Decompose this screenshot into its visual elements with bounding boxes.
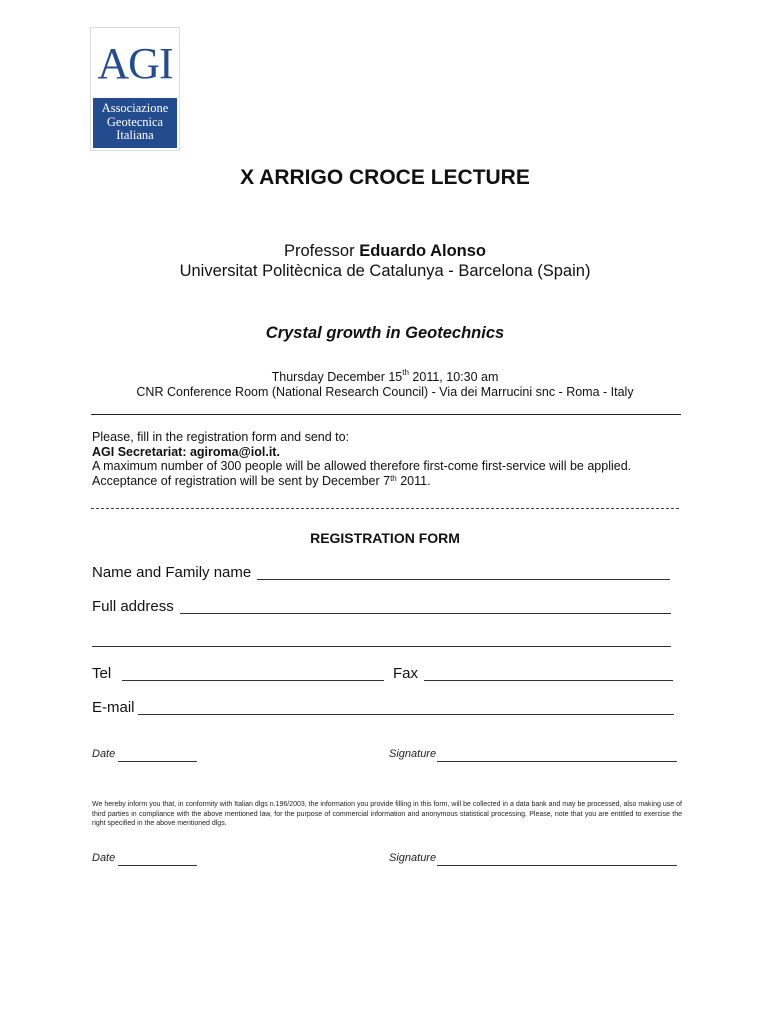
logo-name-box [93, 98, 177, 148]
professor-prefix: Professor [283, 242, 360, 260]
registration-info [92, 430, 692, 488]
info-line-1: Please, fill in the registration form and send to: [92, 430, 350, 444]
signature-input-line-2[interactable] [437, 853, 677, 866]
address-input-line-2[interactable] [92, 633, 671, 647]
name-label: Name and Family name [92, 564, 252, 581]
divider [91, 414, 681, 415]
info-line-3: A maximum number of 300 people will be allowed therefore first-come first-service will be applied. [92, 459, 632, 473]
info-line-4-main: Acceptance of registration will be sent by December 7 [92, 473, 391, 488]
date-field-2 [92, 852, 115, 864]
date-input-line-2[interactable] [118, 853, 197, 866]
event-venue: CNR Conference Room (National Research Council) - Via dei Marrucini snc - Roma - Italy [136, 385, 634, 399]
logo-abbreviation: AGI [97, 39, 173, 88]
logo-line-2: Geotecnica [106, 114, 164, 129]
tel-field [92, 665, 111, 682]
talk-title: Crystal growth in Geotechnics [265, 324, 505, 342]
email-input-line[interactable] [138, 701, 674, 715]
event-date-time: 2011, 10:30 am [408, 370, 499, 384]
professor-line [0, 242, 770, 261]
signature-input-line-1[interactable] [437, 749, 677, 762]
logo-line-1: Associazione [101, 101, 169, 115]
name-input-line[interactable] [257, 566, 670, 580]
date-label-1: Date [92, 748, 116, 760]
info-line-4 [92, 474, 692, 489]
event-date-suffix: th [402, 368, 409, 377]
info-line-4-end: 2011. [396, 473, 431, 488]
name-field [92, 564, 251, 581]
tel-input-line[interactable] [122, 667, 384, 681]
address-label: Full address [92, 598, 174, 615]
tel-label: Tel [92, 665, 112, 682]
signature-label-2: Signature [389, 852, 437, 864]
email-field [92, 699, 135, 716]
lecture-title: X ARRIGO CROCE LECTURE [240, 166, 530, 189]
university: Universitat Politècnica de Catalunya - Barcelona (Spain) [179, 262, 591, 280]
event-date [0, 370, 770, 384]
fax-label: Fax [393, 665, 419, 682]
date-label-2: Date [92, 852, 116, 864]
address-input-line-1[interactable] [180, 600, 671, 614]
fax-field [393, 665, 418, 682]
date-field-1 [92, 748, 115, 760]
professor-name: Eduardo Alonso [359, 242, 486, 260]
dashed-divider [91, 508, 679, 509]
signature-field-1 [389, 748, 436, 760]
email-label: E-mail [92, 699, 135, 716]
logo-abbreviation-box [93, 30, 177, 98]
logo-line-3: Italiana [116, 128, 154, 142]
signature-label-1: Signature [389, 748, 437, 760]
address-field [92, 598, 174, 615]
form-title: REGISTRATION FORM [310, 530, 460, 546]
signature-field-2 [389, 852, 436, 864]
fax-input-line[interactable] [424, 667, 673, 681]
info-line-4-suffix: th [390, 473, 397, 483]
date-input-line-1[interactable] [118, 749, 197, 762]
privacy-disclaimer: We hereby inform you that, in conformity with Italian dlgs n.196/2003, the information you provide filling in this form, will be collected in a data bank and may be processed, also making use of third parties in compliance with the above mentioned law, for the purpose of commercial information and anonymous statistical processing. Please, note that you are entitled to exercise the right specified in the above mentioned dlgs. [92, 801, 682, 827]
event-date-main: Thursday December 15 [271, 370, 403, 384]
secretariat-contact: AGI Secretariat: agiroma@iol.it. [92, 444, 280, 459]
agi-logo [90, 27, 180, 151]
